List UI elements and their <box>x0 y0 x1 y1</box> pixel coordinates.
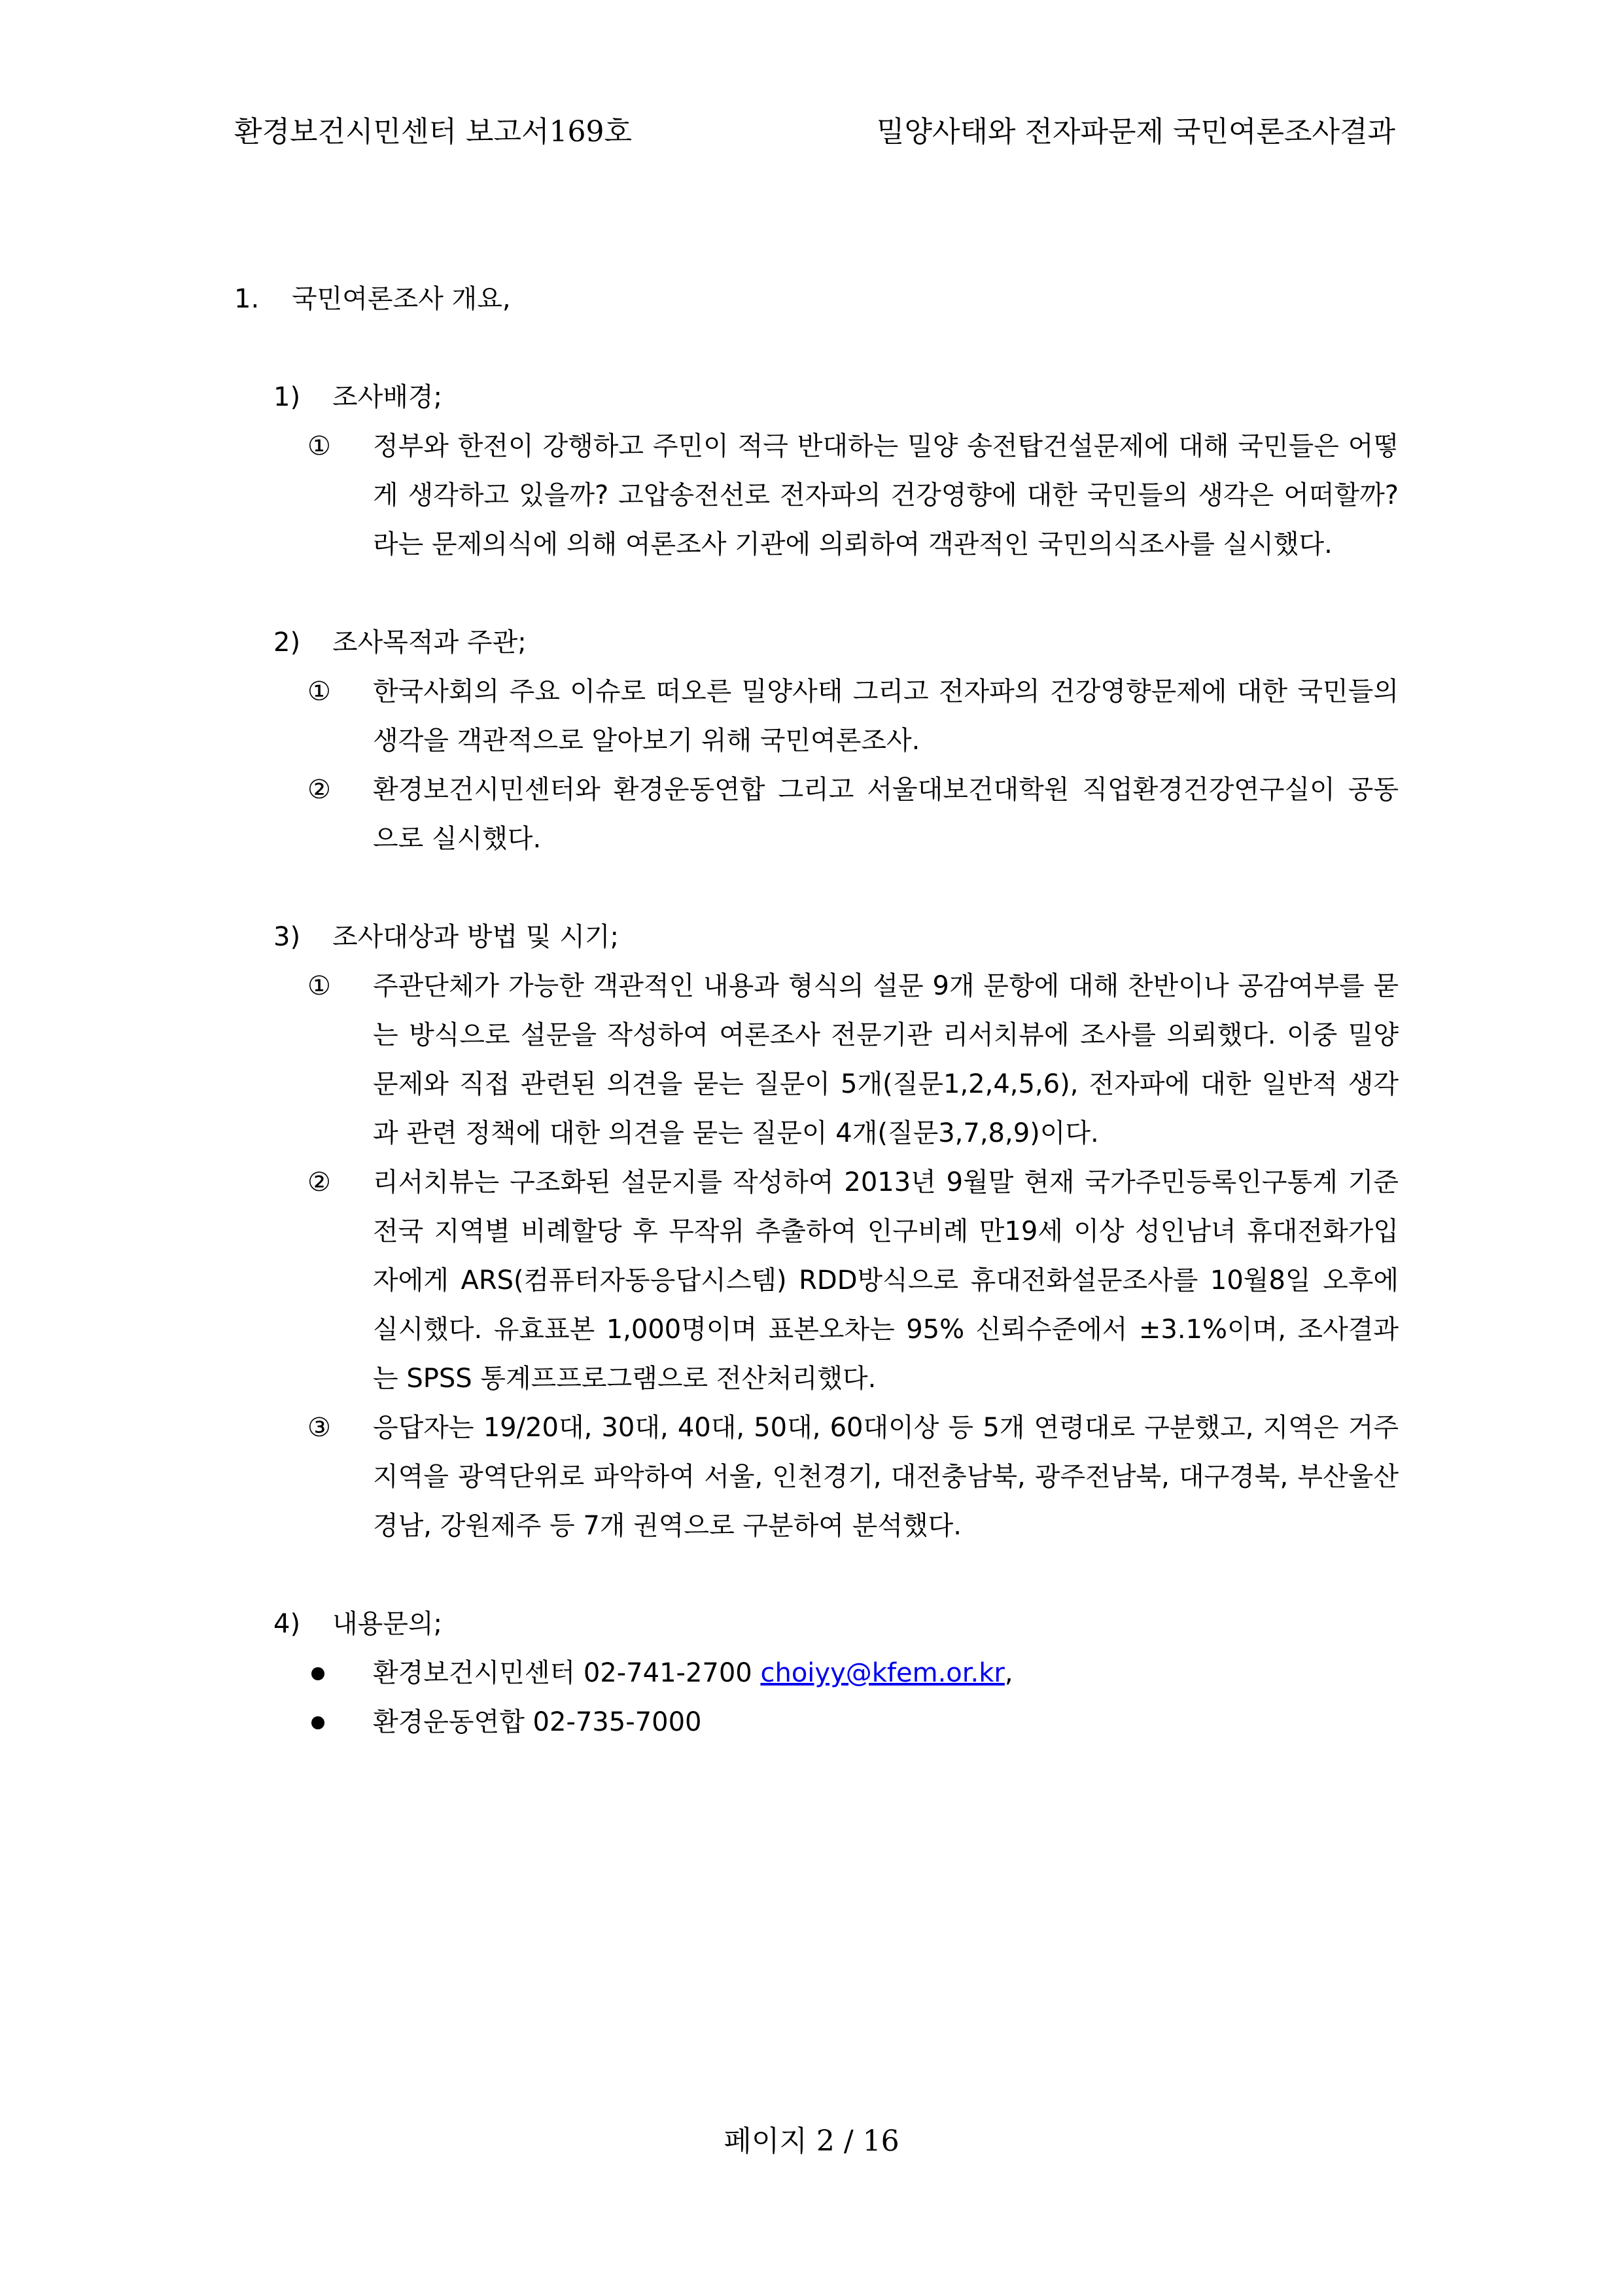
item-text: 한국사회의 주요 이슈로 떠오른 밀양사태 그리고 전자파의 건강영향문제에 대한 국민들의 생각을 객관적으로 알아보기 위해 국민여론조사. <box>373 677 1399 756</box>
section-number: 2) <box>273 627 301 658</box>
section-number: 4) <box>273 1609 301 1639</box>
contact-item <box>234 1698 1399 1747</box>
bullet-icon <box>311 1667 324 1680</box>
email-link[interactable]: choiyy@kfem.or.kr <box>760 1658 1005 1688</box>
list-item <box>234 422 1399 569</box>
item-marker: ① <box>307 677 331 707</box>
section-title-text: 조사대상과 방법 및 시기; <box>332 922 620 952</box>
heading-number: 1. <box>234 284 260 314</box>
section-title <box>234 913 1399 962</box>
item-text: 주관단체가 가능한 객관적인 내용과 형식의 설문 9개 문항에 대해 찬반이나 공감여부를 묻는 방식으로 설문을 작성하여 여론조사 전문기관 리서치뷰에 조사를 의뢰했다. 이중 밀양문제와 직접 관련된 의견을 묻는 질문이 5개(질문1,2,4,5,6), 전자파에 대한 일반적 생각과 관련 정책에 대한 의견을 묻는 질문이 4개(질문3,7,8,9)이다. <box>373 971 1399 1148</box>
header-report-title: 환경보건시민센터 보고서169호 <box>234 115 633 149</box>
section-background <box>234 373 1399 569</box>
item-marker: ① <box>307 971 331 1001</box>
main-heading <box>234 275 1399 324</box>
contact-org: 환경운동연합 02-735-7000 <box>373 1707 702 1737</box>
list-item <box>234 667 1399 766</box>
section-title <box>234 373 1399 422</box>
section-contact <box>234 1600 1399 1747</box>
item-marker: ② <box>307 775 331 805</box>
list-item <box>234 766 1399 864</box>
item-text: 리서치뷰는 구조화된 설문지를 작성하여 2013년 9월말 현재 국가주민등록인구통계 기준 전국 지역별 비례할당 후 무작위 추출하여 인구비례 만19세 이상 성인남녀 휴대전화가입자에게 ARS(컴퓨터자동응답시스템) RDD방식으로 휴대전화설문조사를 10월8일 오후에 실시했다. 유효표본 1,000명이며 표본오차는 95% 신뢰수준에서 ±3.1%이며, 조사결과는 SPSS 통계프프로그램으로 전산처리했다. <box>373 1167 1399 1394</box>
contact-item <box>234 1649 1399 1698</box>
item-text: 환경보건시민센터와 환경운동연합 그리고 서울대보건대학원 직업환경건강연구실이 공동으로 실시했다. <box>373 775 1399 854</box>
section-title-text: 조사목적과 주관; <box>332 627 527 658</box>
page-header <box>234 113 1395 152</box>
section-method <box>234 913 1399 1551</box>
item-marker: ③ <box>307 1413 331 1443</box>
section-purpose <box>234 618 1399 864</box>
contact-suffix: , <box>1004 1658 1013 1688</box>
section-title <box>234 618 1399 667</box>
page-number: 페이지 2 / 16 <box>724 2125 899 2158</box>
bullet-icon <box>311 1716 324 1729</box>
item-marker: ② <box>307 1167 331 1197</box>
item-text: 정부와 한전이 강행하고 주민이 적극 반대하는 밀양 송전탑건설문제에 대해 국민들은 어떻게 생각하고 있을까? 고압송전선로 전자파의 건강영향에 대한 국민들의 생각은 어떠할까? 라는 문제의식에 의해 여론조사 기관에 의뢰하여 객관적인 국민의식조사를 실시했다. <box>373 431 1399 559</box>
header-document-title: 밀양사태와 전자파문제 국민여론조사결과 <box>876 115 1395 149</box>
section-title <box>234 1600 1399 1649</box>
item-marker: ① <box>307 431 331 461</box>
section-number: 1) <box>273 382 301 412</box>
section-title-text: 조사배경; <box>332 382 443 412</box>
contact-org: 환경보건시민센터 02-741-2700 <box>373 1658 761 1688</box>
list-item <box>234 962 1399 1158</box>
section-title-text: 내용문의; <box>332 1609 443 1639</box>
list-item <box>234 1158 1399 1404</box>
heading-title: 국민여론조사 개요, <box>292 284 511 314</box>
item-text: 응답자는 19/20대, 30대, 40대, 50대, 60대이상 등 5개 연령대로 구분했고, 지역은 거주지역을 광역단위로 파악하여 서울, 인천경기, 대전충남북, 광주전남북, 대구경북, 부산울산경남, 강원제주 등 7개 권역으로 구분하여 분석했다. <box>373 1413 1399 1541</box>
list-item <box>234 1404 1399 1551</box>
section-number: 3) <box>273 922 301 952</box>
document-body <box>234 275 1399 1747</box>
